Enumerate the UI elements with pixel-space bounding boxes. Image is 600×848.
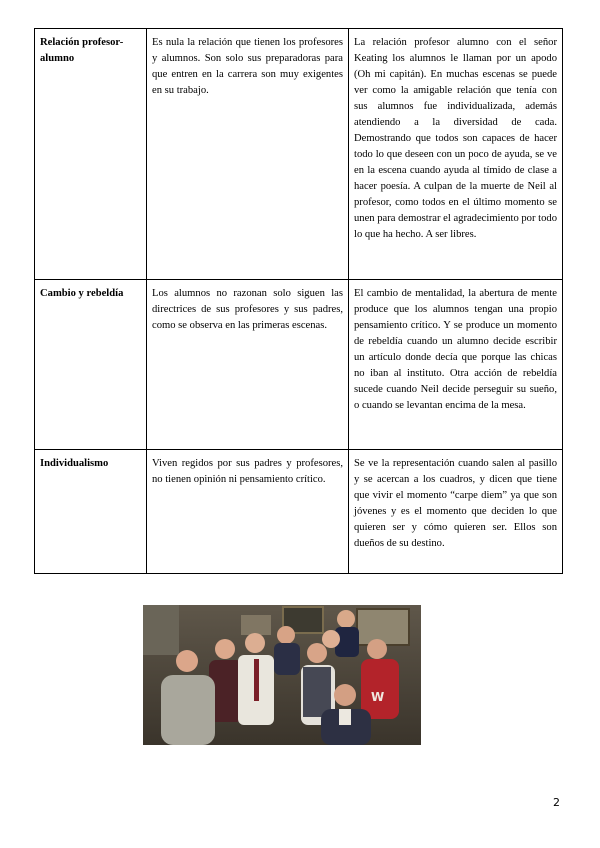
- table-row: [35, 450, 563, 574]
- row-topic: Relación profesor-alumno: [35, 29, 147, 280]
- table-row: [35, 280, 563, 450]
- page-number: 2: [553, 796, 560, 809]
- keating-cell: La relación profesor alumno con el señor Keating los alumnos le llaman por un apodo (Oh mi capitán). En muchas escenas se puede ver como la amigable relación que tenía con sus alumnos fue individualizada, además atendiendo a la diversidad de cada. Demostrando que todos son capaces de hacer todo lo que deseen con un poco de ayuda, se ve en la escena cuando ayuda al tímido de clase a hacer poesía. A culpan de la muerte de Neil al profesor, como todos en el último momento se unen para demostrar el agradecimiento por todo lo que ha hecho. A ser libres.: [349, 29, 563, 280]
- group-photo: [143, 605, 421, 745]
- keating-cell: Se ve la representación cuando salen al pasillo y se acercan a los cuadros, y dicen que tiene que vivir el momento “carpe diem” ya que son jóvenes y es el momento que deciden lo que quieren ser y cómo quieren ser. Ellos son dueños de su destino.: [349, 450, 563, 574]
- keating-cell: El cambio de mentalidad, la abertura de mente produce que los alumnos tengan una propio pensamiento crítico. Y se produce un momento de rebeldía cuando un alumno decide escribir un artículo donde decía que porque las chicas no iban al instituto. Otra acción de rebeldía sucede cuando Neil decide perseguir su sueño, o cuando se levantan encima de la mesa.: [349, 280, 563, 450]
- row-topic: Cambio y rebeldía: [35, 280, 147, 450]
- comparison-table: [34, 28, 563, 574]
- traditional-cell: Es nula la relación que tienen los profesores y alumnos. Son solo sus preparadoras para que entren en la carrera son muy exigentes en su trabajo.: [147, 29, 349, 280]
- traditional-cell: Viven regidos por sus padres y profesores, no tienen opinión ni pensamiento crítico.: [147, 450, 349, 574]
- svg-text:W: W: [371, 690, 385, 704]
- traditional-cell: Los alumnos no razonan solo siguen las directrices de sus profesores y sus padres, como se observa en las primeras escenas.: [147, 280, 349, 450]
- row-topic: Individualismo: [35, 450, 147, 574]
- table-row: [35, 29, 563, 280]
